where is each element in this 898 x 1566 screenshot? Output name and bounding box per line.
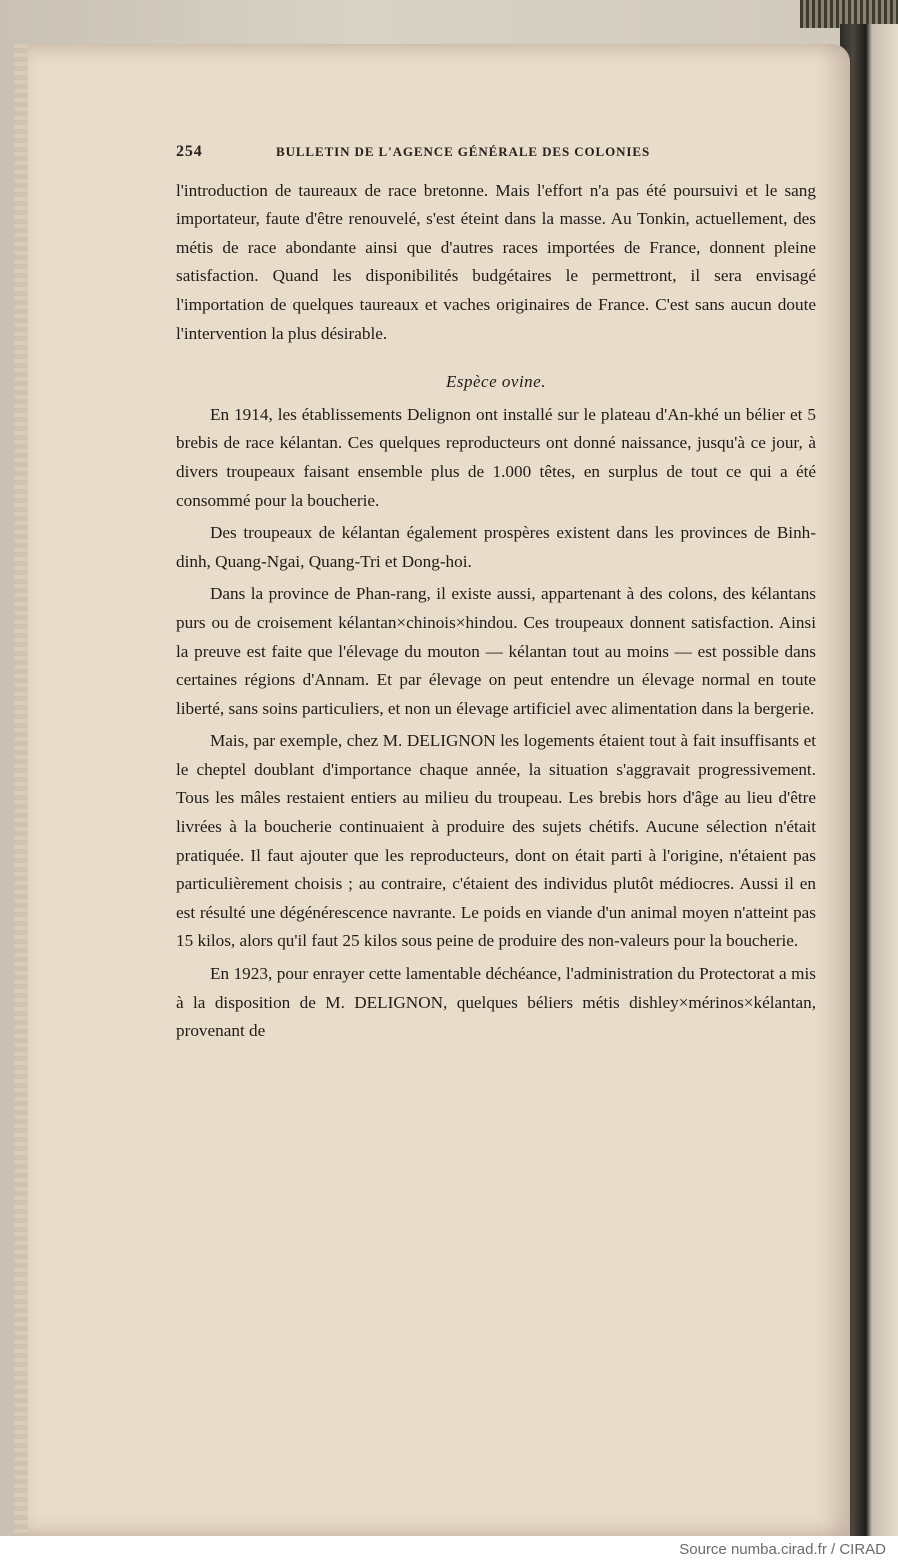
page-text	[176, 138, 816, 1050]
page-number: 254	[176, 143, 203, 160]
paragraph-degeneration: Mais, par exemple, chez M. DELIGNON les logements étaient tout à fait insuffisants et le cheptel doublant d'importance chaque année, la situation s'aggravait progressivement. Tous les mâles restaient entiers au milieu du troupeau. Les brebis hors d'âge au lieu d'être livrées à la boucherie continuaient à produire des sujets chétifs. Aucune sélection n'était pratiquée. Il faut ajouter que les reproducteurs, dont on était parti à l'origine, n'étaient pas particulièrement choisis ; au contraire, c'étaient des individus plutôt médiocres. Aussi il en est résulté une dégénérescence navrante. Le poids en viande d'un animal moyen n'atteint pas 15 kilos, alors qu'il faut 25 kilos sous peine de produire des non-valeurs pour la boucherie.	[176, 731, 816, 951]
running-header	[176, 138, 816, 167]
section-title: Espèce ovine.	[446, 372, 546, 392]
paragraph-1923: En 1923, pour enrayer cette lamentable déchéance, l'administration du Protectorat a mis à la disposition de M. DELIGNON, quelques béliers métis dishley×mérinos×kélantan, provenant de	[176, 964, 816, 1041]
footer-bar	[0, 1536, 898, 1566]
page-left-edge	[14, 44, 28, 1536]
paragraph-continuation: l'introduction de taureaux de race bretonne. Mais l'effort n'a pas été poursuivi et le sang importateur, faute d'être renouvelé, s'est éteint dans la masse. Au Tonkin, actuellement, des métis de race abondante ainsi que d'autres races importées de France, donnent pleine satisfaction. Quand les disponibilités budgétaires le permettront, il sera envisagé l'importation de quelques taureaux et vaches originaires de France. C'est sans aucun doute l'intervention la plus désirable.	[176, 180, 816, 343]
paragraph-phan-rang: Dans la province de Phan-rang, il existe aussi, appartenant à des colons, des kélantans purs ou de croisement kélantan×chinois×hindou. Ces troupeaux donnent satisfaction. Ainsi la preuve est faite que l'élevage du mouton — kélantan tout au moins — est possible dans certaines régions d'Annam. Et par élevage on peut entendre un élevage normal en toute liberté, sans soins particuliers, et non un élevage artificiel avec alimentation dans la bergerie.	[176, 584, 816, 718]
source-credit: Source numba.cirad.fr / CIRAD	[679, 1541, 886, 1558]
running-title: BULLETIN DE L'AGENCE GÉNÉRALE DES COLONIES	[276, 144, 651, 159]
paragraph-provinces: Des troupeaux de kélantan également prospères existent dans les provinces de Binh-dinh, Quang-Ngai, Quang-Tri et Dong-hoi.	[176, 523, 816, 571]
paragraph-delignon-1914: En 1914, les établissements Delignon ont installé sur le plateau d'An-khé un bélier et 5 brebis de race kélantan. Ces quelques reproducteurs ont donné naissance, jusqu'à ce jour, à divers troupeaux faisant ensemble plus de 1.000 têtes, en surplus de tout ce qui a été consommé pour la boucherie.	[176, 404, 816, 510]
